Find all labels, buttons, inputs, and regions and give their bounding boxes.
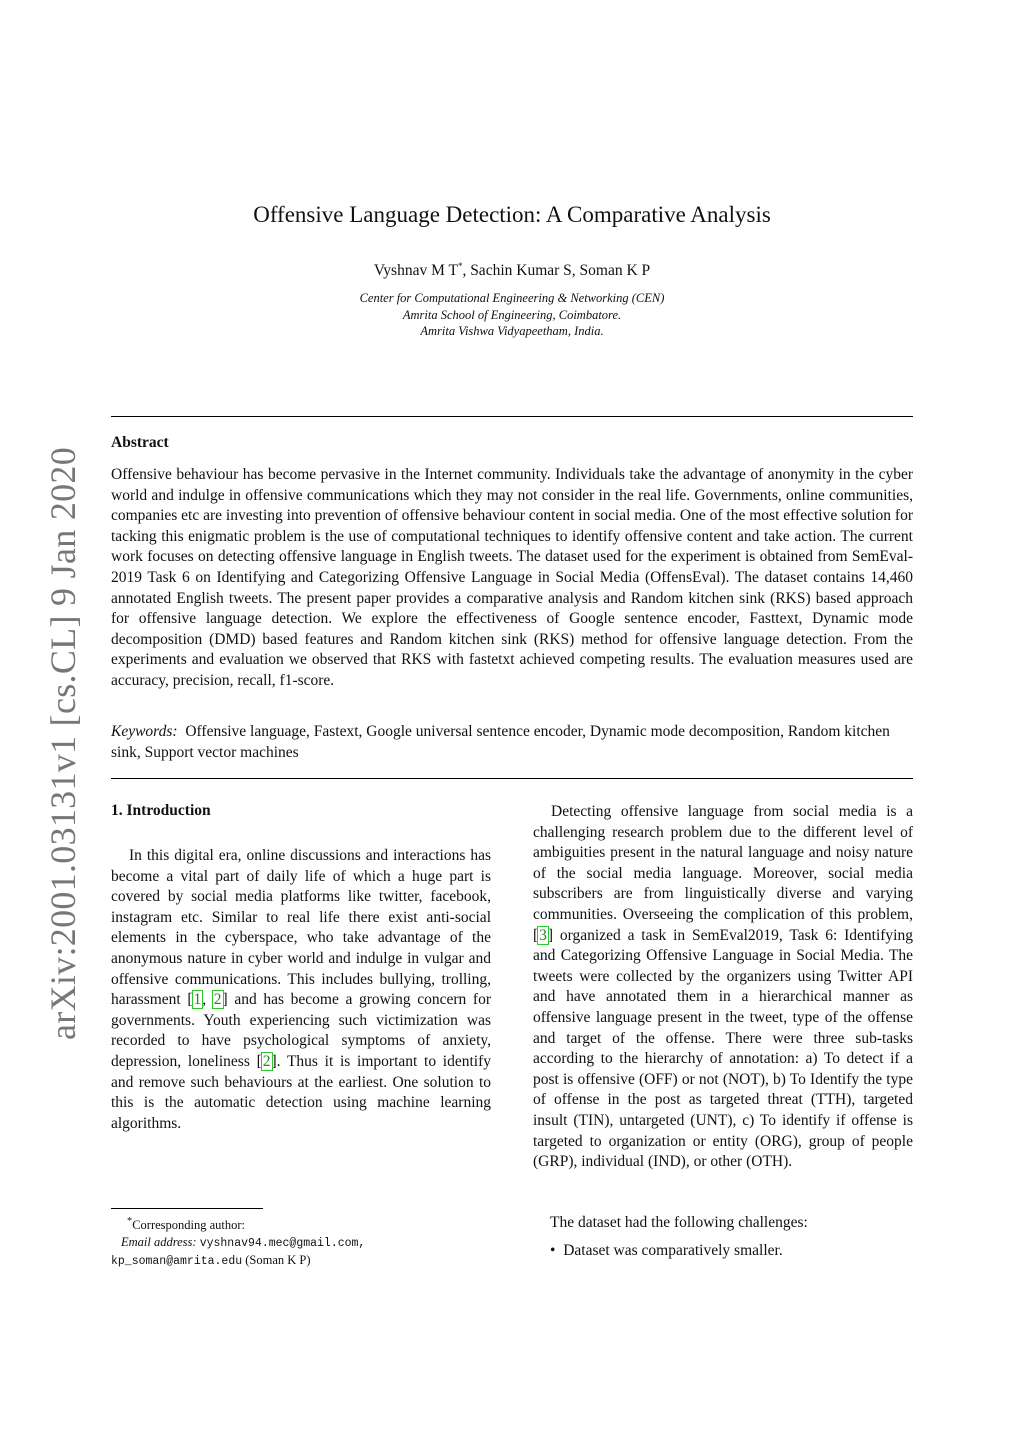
keywords-label: Keywords:	[111, 723, 178, 740]
footnote-rule	[111, 1208, 263, 1209]
citation-link[interactable]: 1	[193, 991, 202, 1009]
author-first: Vyshnav M T	[373, 262, 458, 280]
keywords	[111, 722, 913, 763]
challenge-bullet	[550, 1242, 783, 1260]
footnote	[111, 1213, 531, 1270]
intro-paragraph-2: Detecting offensive language from social media is a challenging research problem due to the different level of ambiguities present in the natural language and noisy nature of the social media language. Moreover, social media subscribers are from linguistically diverse and varying communities. Overseeing the complication of this problem, [3] organized a task in SemEval2019, Task 6: Identifying and Categorizing Offensive Language in Social Media. The tweets were collected by the organizers using Twitter API and have annotated them in a hierarchical manner as offensive language present in the tweet, type of the offense and target of the offense. There were three sub-tasks according to the hierarchy of annotation: a) To detect if a post is offensive (OFF) or not (NOT), b) To Identify the type of offense in the post as targeted threat (TTH), targeted insult (TIN), untargeted (UNT), c) To identify if offense is targeted to organization or entity (ORG), group of people (GRP), individual (IND), or other (OTH).	[533, 803, 913, 1171]
intro-paragraph-1: In this digital era, online discussions and interactions has become a vital part of daily life of which a huge part is covered by social media platforms like twitter, facebook, instagram etc. Similar to real life there exist anti-social elements in the cyberspace, who take advantage of the anonymous nature in cyber world and indulge in vulgar and offensive communications. This includes bullying, trolling, harassment [1, 2] and has become a growing concern for governments. Youth experiencing such victimization was recorded to have psychological symptoms of anxiety, depression, loneliness [2]. Thus it is important to identify and remove such behaviours at the earliest. One solution to this is the automatic detection using machine learning algorithms.	[111, 847, 492, 1132]
corresponding-mark: *	[457, 261, 463, 271]
footnote-line-3: kp_soman@amrita.edu (Soman K P)	[111, 1253, 311, 1269]
affiliation-line-1: Center for Computational Engineering & Networking (CEN)	[359, 291, 665, 305]
affiliation-line-3: Amrita Vishwa Vidyapeetham, India.	[420, 324, 604, 338]
affiliation	[0, 290, 1024, 340]
paper-title: Offensive Language Detection: A Comparative Analysis	[253, 202, 771, 227]
citation-link[interactable]: 3	[539, 926, 547, 944]
right-column	[533, 802, 913, 1173]
affiliation-line-2: Amrita School of Engineering, Coimbatore.	[402, 307, 622, 322]
email-link-1[interactable]: vyshnav94.mec@gmail.com,	[199, 1237, 366, 1251]
bullet-text: Dataset was comparatively smaller.	[563, 1242, 783, 1259]
challenges-intro: The dataset had the following challenges:	[550, 1214, 808, 1231]
abstract-text: Offensive behaviour has become pervasive in the Internet community. Individuals take the advantage of anonymity in the cyber world and indulge in offensive communications which they may not consider in the real life. Governments, online communities, companies etc are investing into prevention of offensive behaviour content in social media. One of the most effective solution for tacking this enigmatic problem is the use of computational techniques to identify offensive content and take action. The current work focuses on detecting offensive language in English tweets. The dataset used for the experiment is obtained from SemEval-2019 Task 6 on Identifying and Categorizing Offensive Language in Social Media (OffensEval). The dataset contains 14,460 annotated English tweets. The present paper provides a comparative analysis and Random kitchen sink (RKS) based approach for offensive language detection. We explore the effectiveness of Google sentence encoder, Fasttext, Dynamic mode decomposition (DMD) based features and Random kitchen sink (RKS) method for offensive language detection. From the experiments and evaluation we observed that RKS with fastetxt achieved competing results. The evaluation measures used are accuracy, precision, recall, f1-score.	[111, 466, 913, 689]
abstract-heading: Abstract	[111, 434, 169, 451]
bottom-rule	[111, 778, 913, 779]
author-list	[0, 261, 1024, 280]
email-link-2[interactable]: kp_soman@amrita.edu	[111, 1255, 243, 1269]
bullet-dot-icon: •	[550, 1242, 556, 1259]
footnote-line-2: Email address: vyshnav94.mec@gmail.com,	[121, 1235, 366, 1251]
citation-link[interactable]: 2	[262, 1052, 271, 1070]
citation-link[interactable]: 2	[213, 991, 222, 1009]
arxiv-sidebar-stamp: arXiv:2001.03131v1 [cs.CL] 9 Jan 2020	[43, 446, 83, 1040]
author-rest: , Sachin Kumar S, Soman K P	[462, 262, 651, 280]
top-rule	[111, 416, 913, 417]
section-heading-introduction: 1. Introduction	[111, 802, 211, 819]
keywords-list: Offensive language, Fastext, Google universal sentence encoder, Dynamic mode decomposition, Random kitchen sink, Support vector machines	[111, 723, 890, 761]
left-column	[111, 846, 491, 1134]
footnote-line-1: *Corresponding author:	[127, 1216, 246, 1233]
